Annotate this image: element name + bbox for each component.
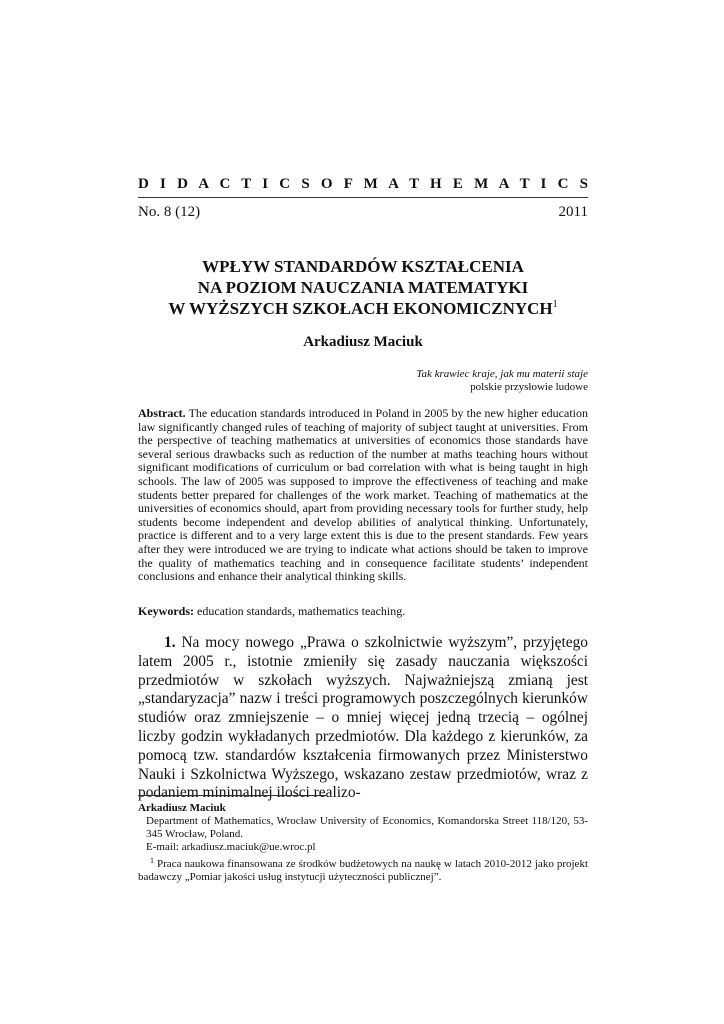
abstract-text: The education standards introduced in Poland in 2005 by the new higher education law significantly changed rules of teaching of majority of subject taught at universities. From the perspective of teaching mathematics at universities of economics those standards have several serious drawbacks such as reduction of the number at maths teaching hours without significant modifications of curriculum or bad correlation with what is being taught in high schools. The law of 2005 was supposed to improve the effectiveness of teaching and make students better prepared for challenges of the work market. Teaching of mathematics at the universities of economics should, apart from providing necessary tools for further study, help students become independent and develop abilities of analytical thinking. Unfortunately, practice is different and to a very large extent this is due to the present standards. Few years after they were introduced we are trying to indicate what actions should be taken to improve the quality of mathematics teaching and in consequence facilitate students’ independent conclusions and enhance their analytical thinking skills. [138, 406, 588, 584]
footnote-author-name: Arkadiusz Maciuk [138, 802, 226, 814]
title-footnote-mark[interactable]: 1 [552, 299, 558, 310]
footnote-1-mark: 1 [150, 856, 154, 865]
abstract [138, 407, 588, 584]
title-line-1: WPŁYW STANDARDÓW KSZTAŁCENIA [202, 257, 524, 276]
footnote-affiliation: Department of Mathematics, Wrocław University of Economics, Komandorska Street 118/120, 53-345 Wrocław, Poland. [146, 815, 588, 840]
paper-title [110, 256, 616, 319]
section-1-text: Na mocy nowego „Prawa o szkolnictwie wyższym”, przyjętego latem 2005 r., istotnie zmieniły się zasady nauczania większości przedmiotów w szkołach wyższych. Najważniejszą zmianą jest „standaryzacja” nazw i treści programowych poszczególnych kierunków studiów oraz zmniejszenie – o mniej więcej jedną trzecią – ogólnej liczby godzin wykładanych przedmiotów. Dla każdego z kierunków, za pomocą tzw. standardów kształcenia firmowanych przez Ministerstwo Nauki i Szkolnictwa Wyższego, wskazano zestaw przedmiotów, wraz z podaniem minimalnej ilości realizo- [138, 634, 588, 802]
footnote-1-text: Praca naukowa finansowana ze środków budżetowych na naukę w latach 2010-2012 jako projekt badawczy „Pomiar jakości usług instytucji użyteczności publicznej”. [138, 858, 588, 883]
issue-year: 2011 [558, 204, 588, 220]
issue-row [138, 204, 588, 221]
keywords [138, 604, 588, 618]
epigraph-quote: Tak krawiec kraje, jak mu materii staje [416, 368, 588, 380]
footnote-divider [138, 795, 326, 796]
journal-title: D I D A C T I C S O F M A T H E M A T I C S [138, 176, 588, 192]
section-1-number: 1. [164, 634, 176, 651]
issue-number: No. 8 (12) [138, 204, 201, 220]
author-name: Arkadiusz Maciuk [303, 334, 423, 350]
keywords-text: education standards, mathematics teaching. [197, 604, 406, 618]
header-divider [138, 197, 588, 198]
title-line-3: W WYŻSZYCH SZKOŁACH EKONOMICZNYCH [168, 299, 553, 318]
footnote-1 [138, 858, 588, 884]
section-1-paragraph [138, 634, 588, 803]
epigraph-source: polskie przysłowie ludowe [470, 381, 588, 393]
footnote-email[interactable]: E-mail: arkadiusz.maciuk@ue.wroc.pl [146, 841, 316, 853]
epigraph [330, 368, 588, 394]
footnotes [138, 802, 588, 884]
keywords-label: Keywords: [138, 604, 194, 618]
title-line-2: NA POZIOM NAUCZANIA MATEMATYKI [197, 278, 529, 297]
abstract-label: Abstract. [138, 406, 186, 420]
